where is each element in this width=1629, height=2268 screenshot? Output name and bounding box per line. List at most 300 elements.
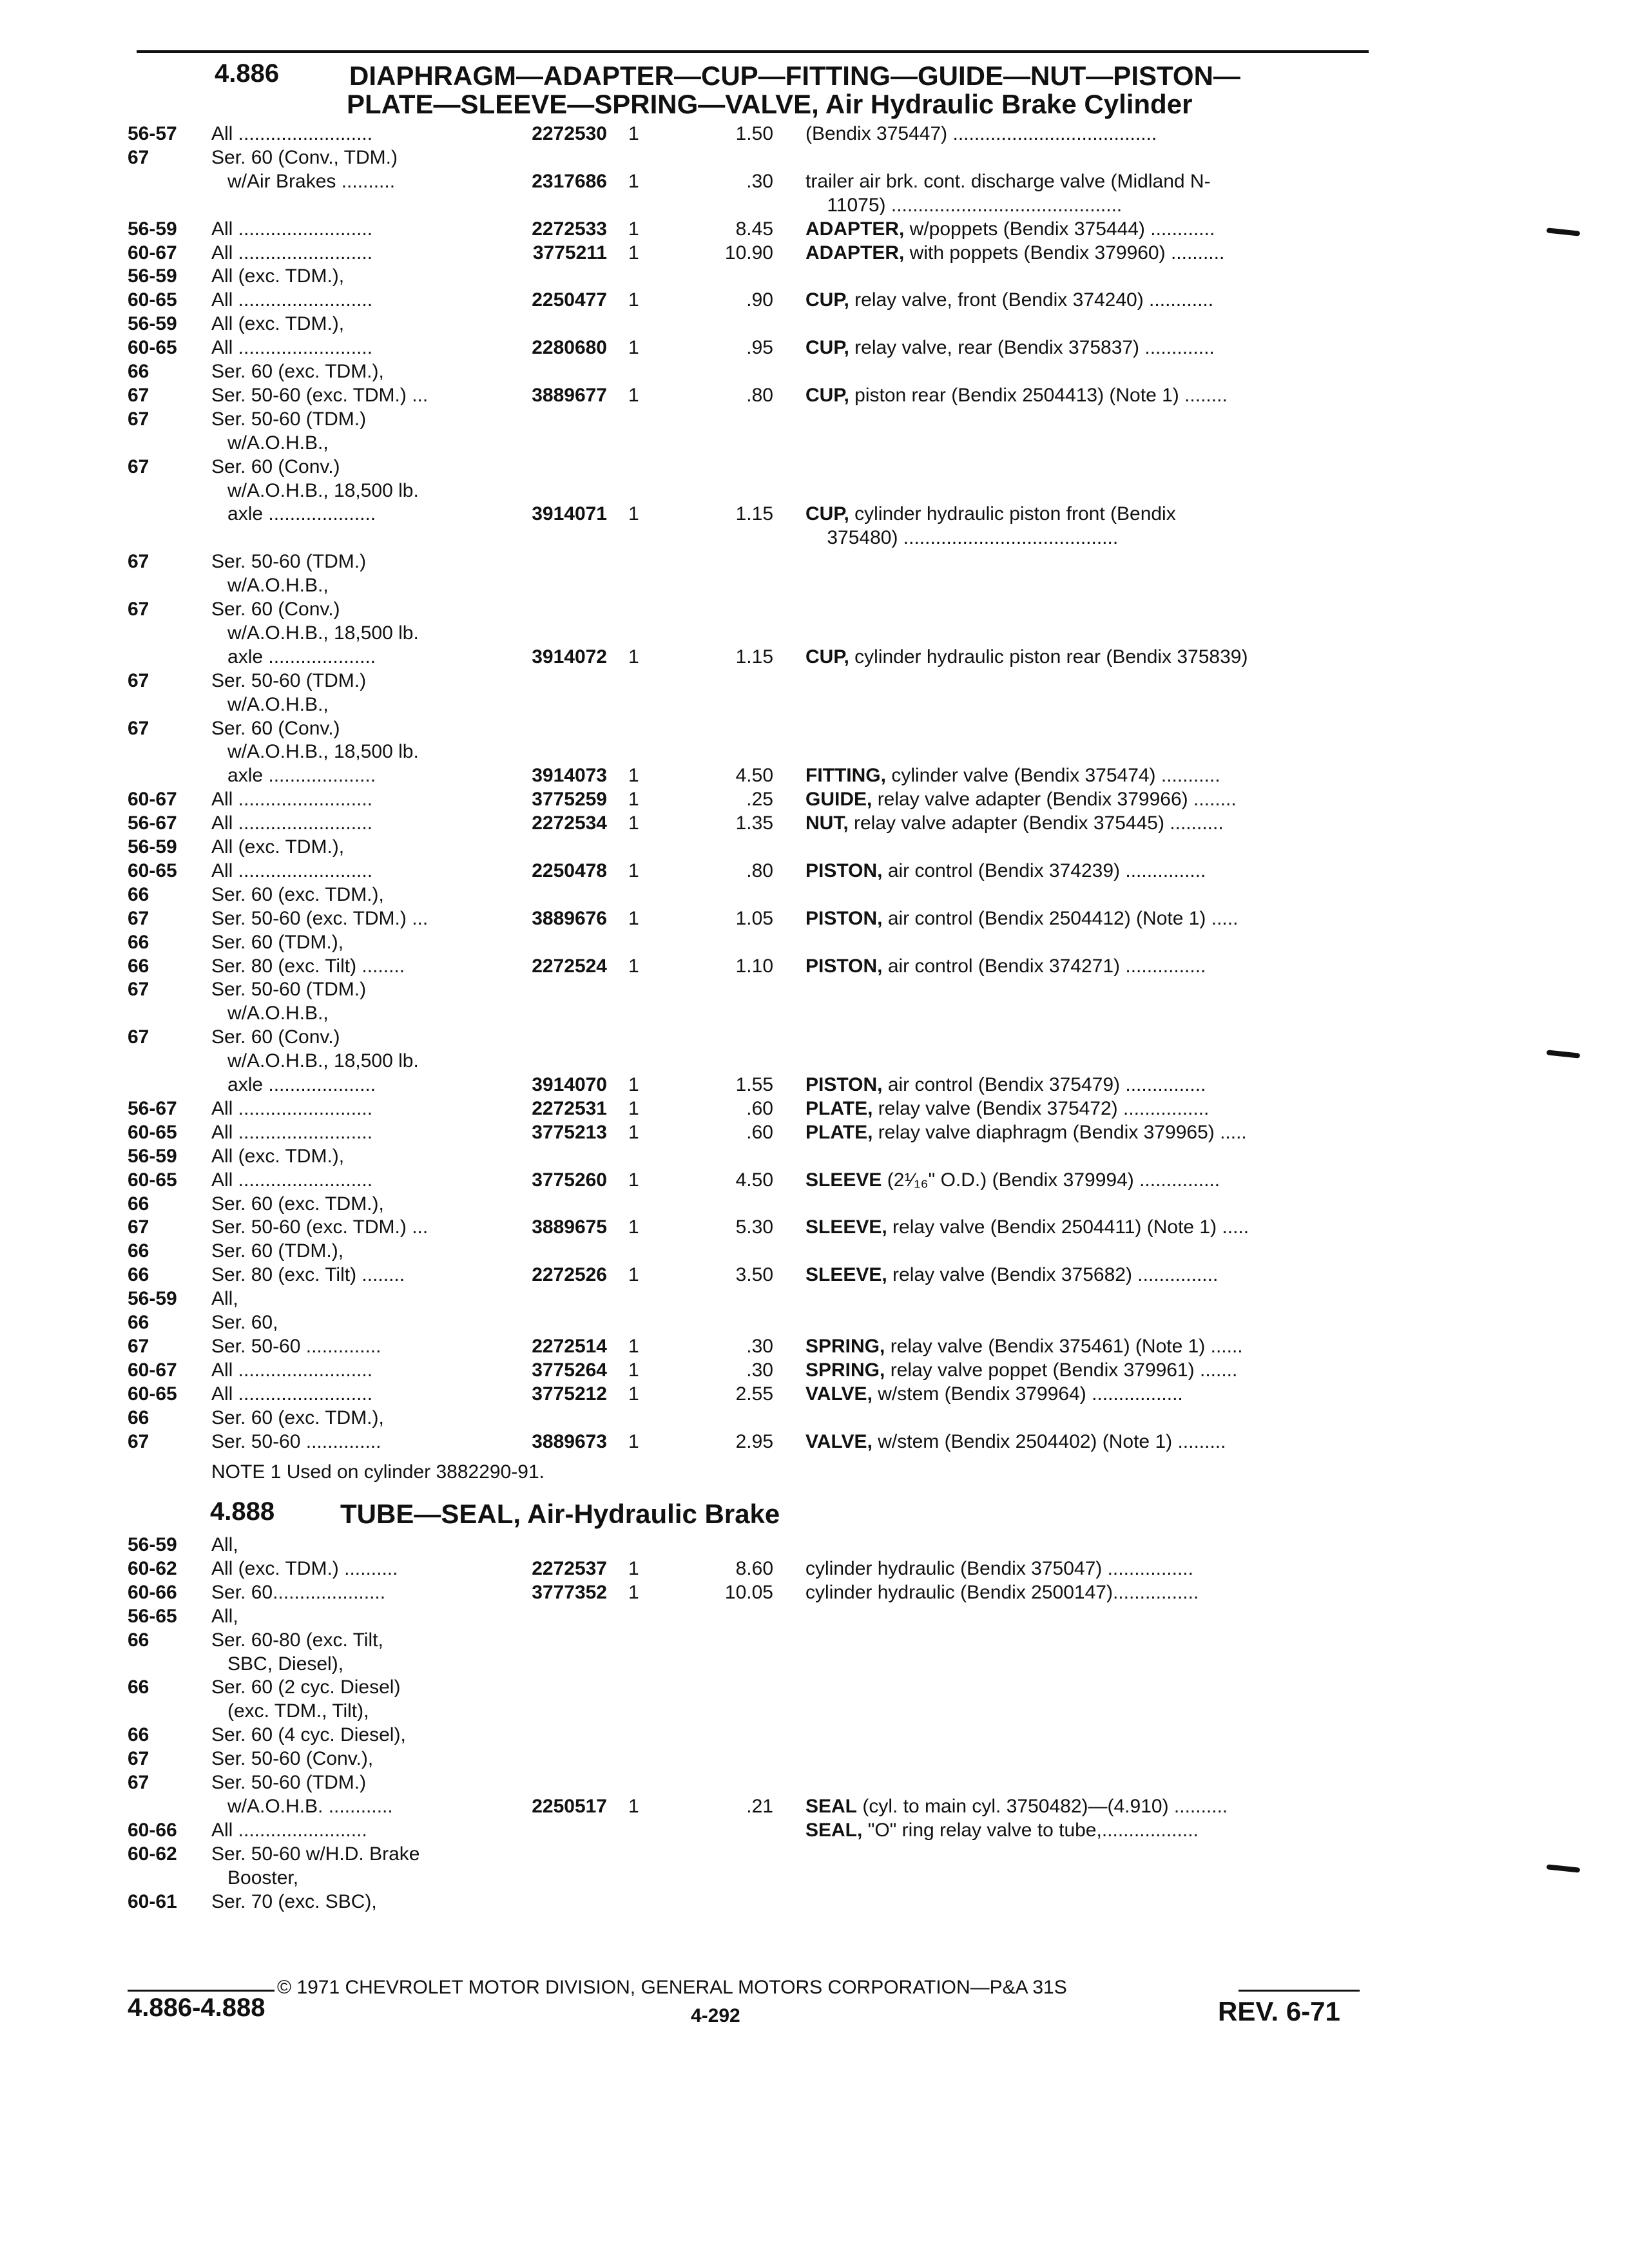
- price-cell: 1.10: [735, 955, 773, 977]
- application-cell: Booster,: [211, 1867, 299, 1888]
- table-row: [0, 479, 1418, 503]
- footer-section-range: 4.886-4.888: [128, 1994, 265, 2022]
- year-cell: 56-59: [128, 265, 177, 287]
- table-row: [0, 1026, 1418, 1049]
- table-row: [0, 526, 1418, 550]
- description-text: (2¹⁄₁₆" O.D.) (Bendix 379994) ...............: [882, 1169, 1220, 1191]
- table-row: [0, 1240, 1418, 1263]
- table-row: [0, 1676, 1418, 1699]
- description-text: cylinder hydraulic piston front (Bendix: [849, 503, 1176, 525]
- year-cell: 66: [128, 883, 149, 905]
- table-row: [0, 1653, 1418, 1676]
- description-cell: [805, 242, 1224, 265]
- table-row: [0, 1724, 1418, 1747]
- table-row: [0, 1121, 1418, 1144]
- year-cell: 60-62: [128, 1557, 177, 1579]
- year-cell: 56-59: [128, 313, 177, 335]
- part-number-cell: 2272531: [532, 1097, 607, 1119]
- quantity-cell: 1: [628, 1557, 639, 1579]
- quantity-cell: 1: [628, 1097, 639, 1119]
- application-cell: All .........................: [211, 242, 373, 264]
- part-name: SLEEVE: [805, 1169, 882, 1191]
- application-cell: All,: [211, 1288, 238, 1310]
- year-cell: 56-59: [128, 218, 177, 240]
- table-row: [0, 242, 1418, 265]
- quantity-cell: 1: [628, 218, 639, 240]
- table-row: [0, 669, 1418, 693]
- section-title-line2: PLATE—SLEEVE—SPRING—VALVE, Air Hydraulic Brake Cylinder: [347, 89, 1193, 119]
- application-cell: Ser. 80 (exc. Tilt) ........: [211, 955, 405, 977]
- year-cell: 67: [128, 669, 149, 691]
- year-cell: 67: [128, 1026, 149, 1048]
- year-cell: 67: [128, 1335, 149, 1357]
- table-row: [0, 1383, 1418, 1406]
- part-name: PLATE,: [805, 1121, 873, 1143]
- application-cell: Ser. 50-60 (TDM.): [211, 1772, 367, 1793]
- year-cell: 67: [128, 717, 149, 739]
- description-cell: [805, 1557, 1193, 1581]
- description-text: air control (Bendix 374271) ...............: [882, 955, 1206, 977]
- description-cell: [805, 1335, 1243, 1358]
- table-row: [0, 622, 1418, 645]
- description-cell: [805, 194, 1122, 217]
- description-text: cylinder hydraulic (Bendix 375047) ................: [805, 1557, 1193, 1579]
- application-cell: Ser. 50-60 ..............: [211, 1430, 381, 1452]
- description-cell: [805, 336, 1215, 360]
- part-number-cell: 3889675: [532, 1216, 607, 1238]
- quantity-cell: 1: [628, 765, 639, 787]
- application-cell: All .........................: [211, 337, 373, 359]
- description-cell: [805, 384, 1228, 407]
- part-number-cell: 2272514: [532, 1335, 607, 1357]
- table-row: [0, 1002, 1418, 1025]
- price-cell: .30: [746, 170, 773, 192]
- table-row: [0, 1771, 1418, 1794]
- application-cell: Ser. 60 (exc. TDM.),: [211, 1193, 384, 1215]
- quantity-cell: 1: [628, 789, 639, 811]
- description-cell: [805, 1121, 1247, 1144]
- table-row: [0, 931, 1418, 954]
- description-text: cylinder hydraulic (Bendix 2500147)................: [805, 1581, 1199, 1603]
- application-cell: All .........................: [211, 218, 373, 240]
- part-number-cell: 3775212: [532, 1383, 607, 1405]
- application-cell: All ........................: [211, 1819, 367, 1841]
- description-text: 375480) ........................................: [805, 527, 1119, 549]
- part-name: PISTON,: [805, 1074, 883, 1095]
- application-cell: Ser. 60 (4 cyc. Diesel),: [211, 1724, 406, 1746]
- year-cell: 60-61: [128, 1890, 177, 1912]
- quantity-cell: 1: [628, 812, 639, 834]
- part-number-cell: 3889677: [532, 384, 607, 406]
- table-row: [0, 574, 1418, 597]
- description-text: w/poppets (Bendix 375444) ............: [904, 218, 1215, 240]
- part-number-cell: 3775259: [532, 789, 607, 811]
- description-cell: [805, 289, 1213, 312]
- year-cell: 56-67: [128, 812, 177, 834]
- year-cell: 60-66: [128, 1581, 177, 1603]
- quantity-cell: 1: [628, 503, 639, 525]
- description-cell: [805, 526, 1118, 550]
- year-cell: 67: [128, 1216, 149, 1238]
- description-text: air control (Bendix 374239) ...............: [882, 860, 1206, 881]
- table-row: [0, 384, 1418, 407]
- table-row: [0, 1145, 1418, 1168]
- part-number-cell: 2272530: [532, 123, 607, 144]
- quantity-cell: 1: [628, 907, 639, 929]
- application-cell: w/A.O.H.B., 18,500 lb.: [211, 1050, 419, 1072]
- application-cell: (exc. TDM., Tilt),: [211, 1700, 369, 1722]
- description-cell: [805, 812, 1224, 835]
- application-cell: Ser. 50-60 (Conv.),: [211, 1748, 374, 1770]
- description-text: cylinder valve (Bendix 375474) ...........: [885, 765, 1220, 787]
- table-row: [0, 812, 1418, 835]
- description-text: relay valve (Bendix 375461) (Note 1) ......: [885, 1335, 1243, 1357]
- application-cell: w/Air Brakes ..........: [211, 170, 396, 192]
- part-number-cell: 2280680: [532, 337, 607, 359]
- table-row: [0, 1287, 1418, 1311]
- year-cell: 56-59: [128, 1534, 177, 1555]
- table-row: [0, 1264, 1418, 1287]
- price-cell: 1.35: [735, 812, 773, 834]
- year-cell: 60-67: [128, 242, 177, 264]
- note-1: NOTE 1 Used on cylinder 3882290-91.: [211, 1461, 545, 1483]
- description-cell: [805, 122, 1157, 146]
- table-row: [0, 1430, 1418, 1454]
- description-text: relay valve (Bendix 375472) ................: [872, 1097, 1210, 1119]
- part-number-cell: 3914071: [532, 503, 607, 525]
- year-cell: 66: [128, 1677, 149, 1698]
- application-cell: Ser. 60-80 (exc. Tilt,: [211, 1629, 383, 1651]
- table-row: [0, 1533, 1418, 1557]
- application-cell: Ser. 60 (Conv., TDM.): [211, 146, 398, 168]
- application-cell: SBC, Diesel),: [211, 1653, 344, 1675]
- table-row: [0, 1073, 1418, 1097]
- price-cell: .95: [746, 337, 773, 359]
- year-cell: 66: [128, 1724, 149, 1746]
- application-cell: w/A.O.H.B., 18,500 lb.: [211, 741, 419, 763]
- table-row: [0, 1359, 1418, 1382]
- table-row: [0, 408, 1418, 431]
- description-text: air control (Bendix 375479) ...............: [882, 1074, 1206, 1095]
- table-row: [0, 1605, 1418, 1628]
- table-row: [0, 218, 1418, 241]
- table-row: [0, 1097, 1418, 1120]
- description-cell: [805, 907, 1238, 930]
- price-cell: .25: [746, 789, 773, 811]
- part-name: ADAPTER,: [805, 242, 905, 264]
- price-cell: 1.15: [735, 503, 773, 525]
- description-text: with poppets (Bendix 379960) ..........: [904, 242, 1225, 264]
- part-name: SPRING,: [805, 1335, 885, 1357]
- application-cell: All (exc. TDM.),: [211, 313, 345, 335]
- year-cell: 60-65: [128, 289, 177, 311]
- price-cell: .80: [746, 384, 773, 406]
- top-rule: [137, 50, 1369, 53]
- part-number-cell: 2317686: [532, 170, 607, 192]
- year-cell: 67: [128, 384, 149, 406]
- year-cell: 66: [128, 1407, 149, 1428]
- description-cell: [805, 860, 1206, 883]
- application-cell: Ser. 60 (2 cyc. Diesel): [211, 1677, 401, 1698]
- application-cell: All .........................: [211, 860, 373, 881]
- binding-mark: [1547, 1050, 1581, 1058]
- application-cell: Ser. 60 (Conv.): [211, 717, 340, 739]
- description-cell: [805, 503, 1176, 526]
- application-cell: w/A.O.H.B.,: [211, 1003, 329, 1024]
- price-cell: .21: [746, 1795, 773, 1817]
- table-row: [0, 788, 1418, 811]
- part-name: CUP,: [805, 384, 849, 406]
- part-number-cell: 2272534: [532, 812, 607, 834]
- price-cell: 10.90: [724, 242, 773, 264]
- application-cell: All .........................: [211, 1169, 373, 1191]
- description-text: relay valve, front (Bendix 374240) ............: [849, 289, 1214, 311]
- application-cell: axle ....................: [211, 503, 376, 525]
- part-number-cell: 2250517: [532, 1795, 607, 1817]
- table-row: [0, 1193, 1418, 1216]
- application-cell: w/A.O.H.B.,: [211, 693, 329, 715]
- year-cell: 60-67: [128, 789, 177, 811]
- quantity-cell: 1: [628, 860, 639, 881]
- quantity-cell: 1: [628, 1074, 639, 1095]
- quantity-cell: 1: [628, 337, 639, 359]
- description-text: cylinder hydraulic piston rear (Bendix 375839): [849, 646, 1248, 668]
- description-text: piston rear (Bendix 2504413) (Note 1) ........: [849, 384, 1228, 406]
- application-cell: Ser. 50-60 (TDM.): [211, 551, 367, 573]
- table-row: [0, 883, 1418, 907]
- description-cell: [805, 218, 1215, 241]
- table-row: [0, 1581, 1418, 1604]
- application-cell: All,: [211, 1534, 238, 1555]
- application-cell: Ser. 50-60 (TDM.): [211, 979, 367, 1001]
- description-text: relay valve adapter (Bendix 379966) ........: [872, 789, 1237, 811]
- application-cell: axle ....................: [211, 765, 376, 787]
- description-cell: [805, 1795, 1228, 1818]
- year-cell: 67: [128, 979, 149, 1001]
- price-cell: 5.30: [735, 1216, 773, 1238]
- table-row: [0, 836, 1418, 859]
- part-name: SLEEVE,: [805, 1264, 887, 1286]
- part-number-cell: 3775260: [532, 1169, 607, 1191]
- table-row: [0, 907, 1418, 930]
- part-number-cell: 2272524: [532, 955, 607, 977]
- part-name: CUP,: [805, 289, 849, 311]
- quantity-cell: 1: [628, 170, 639, 192]
- application-cell: w/A.O.H.B. ............: [211, 1795, 393, 1817]
- table-row: [0, 456, 1418, 479]
- part-name: VALVE,: [805, 1430, 872, 1452]
- part-number-cell: 3914072: [532, 646, 607, 668]
- quantity-cell: 1: [628, 1264, 639, 1286]
- description-cell: [805, 1383, 1183, 1406]
- price-cell: 1.15: [735, 646, 773, 668]
- price-cell: .60: [746, 1097, 773, 1119]
- price-cell: 10.05: [724, 1581, 773, 1603]
- application-cell: Ser. 50-60 (exc. TDM.) ...: [211, 384, 429, 406]
- description-text: relay valve diaphragm (Bendix 379965) .....: [872, 1121, 1247, 1143]
- application-cell: All (exc. TDM.) ..........: [211, 1557, 398, 1579]
- application-cell: Ser. 60 (exc. TDM.),: [211, 1407, 384, 1428]
- year-cell: 66: [128, 1193, 149, 1215]
- quantity-cell: 1: [628, 1430, 639, 1452]
- description-cell: [805, 1073, 1206, 1097]
- footer-copyright: © 1971 CHEVROLET MOTOR DIVISION, GENERAL MOTORS CORPORATION—P&A 31S: [277, 1977, 1067, 1998]
- year-cell: 56-67: [128, 1097, 177, 1119]
- application-cell: Ser. 60 (exc. TDM.),: [211, 361, 384, 382]
- application-cell: Ser. 60 (Conv.): [211, 599, 340, 620]
- application-cell: All .........................: [211, 289, 373, 311]
- year-cell: 66: [128, 931, 149, 953]
- application-cell: axle ....................: [211, 646, 376, 668]
- year-cell: 67: [128, 551, 149, 573]
- application-cell: All .........................: [211, 1359, 373, 1381]
- table-row: [0, 1335, 1418, 1358]
- year-cell: 56-59: [128, 836, 177, 858]
- price-cell: 2.95: [735, 1430, 773, 1452]
- year-cell: 66: [128, 1312, 149, 1333]
- quantity-cell: 1: [628, 123, 639, 144]
- description-cell: [805, 646, 1248, 669]
- year-cell: 56-65: [128, 1605, 177, 1627]
- footer-page-number: 4-292: [691, 2005, 740, 2026]
- application-cell: Ser. 60 (Conv.): [211, 456, 340, 477]
- year-cell: 60-67: [128, 1359, 177, 1381]
- year-cell: 60-65: [128, 1121, 177, 1143]
- part-name: PISTON,: [805, 907, 883, 929]
- part-number-cell: 2272537: [532, 1557, 607, 1579]
- quantity-cell: 1: [628, 1121, 639, 1143]
- description-text: "O" ring relay valve to tube,..................: [862, 1819, 1199, 1841]
- year-cell: 67: [128, 907, 149, 929]
- year-cell: 60-65: [128, 1383, 177, 1405]
- table-row: [0, 693, 1418, 716]
- application-cell: Ser. 50-60 (TDM.): [211, 408, 367, 430]
- quantity-cell: 1: [628, 289, 639, 311]
- application-cell: All .........................: [211, 123, 373, 144]
- price-cell: 8.60: [735, 1557, 773, 1579]
- part-number-cell: 3914070: [532, 1074, 607, 1095]
- table-row: [0, 978, 1418, 1001]
- year-cell: 66: [128, 1240, 149, 1262]
- application-cell: Ser. 50-60 (TDM.): [211, 669, 367, 691]
- table-row: [0, 1890, 1418, 1914]
- part-number-cell: 3775213: [532, 1121, 607, 1143]
- description-cell: [805, 788, 1237, 811]
- table-row: [0, 955, 1418, 978]
- description-text: relay valve, rear (Bendix 375837) .............: [849, 337, 1215, 359]
- table-row: [0, 860, 1418, 883]
- application-cell: All .........................: [211, 812, 373, 834]
- part-number-cell: 2250477: [532, 289, 607, 311]
- application-cell: Ser. 50-60 ..............: [211, 1335, 381, 1357]
- table-row: [0, 1700, 1418, 1723]
- price-cell: 4.50: [735, 765, 773, 787]
- application-cell: All .........................: [211, 789, 373, 811]
- price-cell: 1.50: [735, 123, 773, 144]
- description-cell: [805, 1430, 1226, 1454]
- table-row: [0, 122, 1418, 146]
- part-name: GUIDE,: [805, 789, 872, 811]
- table-row: [0, 360, 1418, 383]
- table-row: [0, 146, 1418, 169]
- table-row: [0, 1311, 1418, 1334]
- description-text: 11075) ...........................................: [805, 194, 1123, 216]
- year-cell: 60-65: [128, 1169, 177, 1191]
- description-cell: [805, 1359, 1237, 1382]
- part-number-cell: 3914073: [532, 765, 607, 787]
- year-cell: 56-59: [128, 1145, 177, 1167]
- part-name: SEAL,: [805, 1819, 863, 1841]
- table-row: [0, 289, 1418, 312]
- application-cell: Ser. 50-60 (exc. TDM.) ...: [211, 1216, 429, 1238]
- year-cell: 67: [128, 408, 149, 430]
- table-row: [0, 503, 1418, 526]
- description-text: air control (Bendix 2504412) (Note 1) .....: [882, 907, 1239, 929]
- section-number: 4.888: [210, 1497, 275, 1526]
- application-cell: All (exc. TDM.),: [211, 1145, 345, 1167]
- description-text: relay valve adapter (Bendix 375445) ..........: [848, 812, 1224, 834]
- part-name: VALVE,: [805, 1383, 872, 1405]
- price-cell: .90: [746, 289, 773, 311]
- year-cell: 67: [128, 1772, 149, 1793]
- year-cell: 67: [128, 456, 149, 477]
- description-cell: [805, 170, 1211, 193]
- description-cell: [805, 1819, 1199, 1842]
- part-name: CUP,: [805, 337, 849, 359]
- application-cell: Ser. 60 (TDM.),: [211, 1240, 344, 1262]
- application-cell: Ser. 80 (exc. Tilt) ........: [211, 1264, 405, 1286]
- price-cell: .30: [746, 1359, 773, 1381]
- table-row: [0, 740, 1418, 764]
- application-cell: All,: [211, 1605, 238, 1627]
- description-text: w/stem (Bendix 379964) .................: [872, 1383, 1183, 1405]
- year-cell: 67: [128, 599, 149, 620]
- price-cell: .80: [746, 860, 773, 881]
- table-row: [0, 1216, 1418, 1239]
- year-cell: 66: [128, 361, 149, 382]
- part-number-cell: 2250478: [532, 860, 607, 881]
- description-cell: [805, 1169, 1220, 1192]
- footer-rule-left: [128, 1990, 275, 1992]
- part-name: CUP,: [805, 646, 849, 668]
- part-number-cell: 2272526: [532, 1264, 607, 1286]
- part-number-cell: 3889676: [532, 907, 607, 929]
- price-cell: .30: [746, 1335, 773, 1357]
- description-text: (cyl. to main cyl. 3750482)—(4.910) ..........: [857, 1795, 1228, 1817]
- table-row: [0, 1629, 1418, 1652]
- binding-mark: [1547, 1864, 1581, 1872]
- description-cell: [805, 1264, 1218, 1287]
- table-row: [0, 1843, 1418, 1866]
- application-cell: Ser. 60 (TDM.),: [211, 931, 344, 953]
- application-cell: w/A.O.H.B., 18,500 lb.: [211, 479, 419, 501]
- footer-rule-right: [1239, 1990, 1360, 1992]
- application-cell: All .........................: [211, 1121, 373, 1143]
- price-cell: 8.45: [735, 218, 773, 240]
- quantity-cell: 1: [628, 955, 639, 977]
- application-cell: All .........................: [211, 1383, 373, 1405]
- description-text: w/stem (Bendix 2504402) (Note 1) .........: [872, 1430, 1226, 1452]
- year-cell: 66: [128, 1264, 149, 1286]
- part-name: SLEEVE,: [805, 1216, 887, 1238]
- year-cell: 60-66: [128, 1819, 177, 1841]
- quantity-cell: 1: [628, 384, 639, 406]
- part-name: PLATE,: [805, 1097, 873, 1119]
- table-row: [0, 1169, 1418, 1192]
- price-cell: 3.50: [735, 1264, 773, 1286]
- description-cell: [805, 1097, 1209, 1120]
- table-row: [0, 1050, 1418, 1073]
